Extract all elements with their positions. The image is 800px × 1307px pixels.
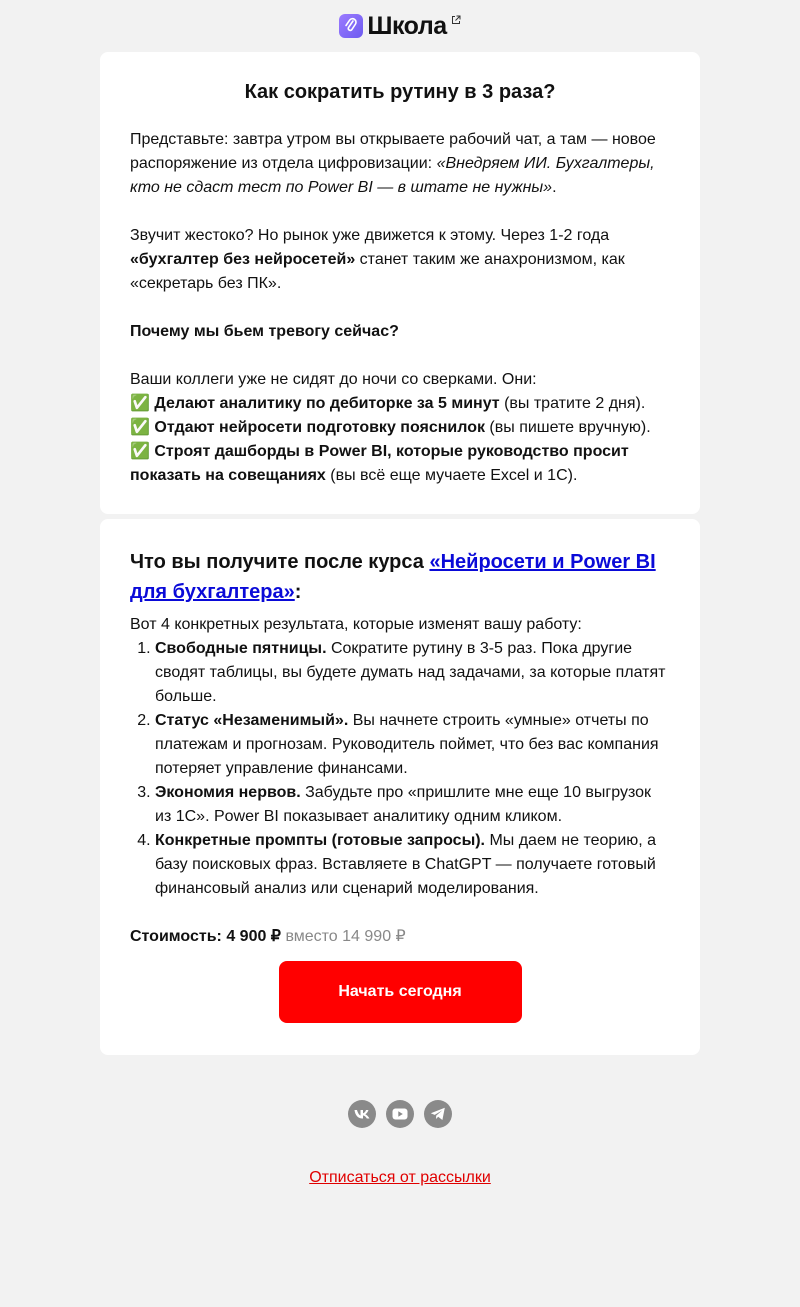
check-bold: Отдают нейросети подготовку пояснилок xyxy=(154,419,485,436)
item-bold: Конкретные промпты (готовые запросы). xyxy=(155,832,485,849)
results-intro: Вот 4 конкретных результата, которые изменят вашу работу: xyxy=(130,616,582,633)
check-bold: Строят дашборды в Power BI, которые руководство просит показать на совещаниях xyxy=(130,443,629,484)
alarm-heading: Почему мы бьем тревогу сейчас? xyxy=(130,323,399,340)
item-text: Вы начнете строить «умные» отчеты по платежам и прогнозам. Руководитель поймет, что без вас компания потеряет управление финансами. xyxy=(155,712,659,777)
market-text: Звучит жестоко? Но рынок уже движется к этому. Через 1-2 года xyxy=(130,227,610,244)
item-text: Мы даем не теорию, а базу поисковых фраз. Вставляете в ChatGPT — получаете готовый финансовый анализ или сценарий моделирования. xyxy=(155,832,657,897)
intro-title: Как сократить рутину в 3 раза? xyxy=(244,81,556,103)
intro-card xyxy=(100,52,700,514)
list-item xyxy=(155,709,670,781)
check-rest: (вы тратите 2 дня). xyxy=(499,395,646,412)
price-label: Стоимость: 4 900 ₽ xyxy=(130,928,281,945)
intro-text: Представьте: завтра утром вы открываете рабочий чат, а там — новое распоряжение из отдела цифровизации: xyxy=(130,131,656,172)
list-item xyxy=(155,829,670,901)
colleagues-intro: Ваши коллеги уже не сидят до ночи со сверками. Они: xyxy=(130,371,537,388)
course-heading-text: Что вы получите после курса xyxy=(130,551,430,573)
market-paragraph xyxy=(130,224,670,296)
check-item xyxy=(130,416,670,440)
intro-quote: «Внедряем ИИ. Бухгалтеры, кто не сдаст тест по Power BI — в штате не нужны» xyxy=(130,155,655,196)
start-today-button[interactable]: Начать сегодня xyxy=(279,961,522,1023)
item-text: Забудьте про «пришлите мне еще 10 выгрузок из 1С». Power BI показывает аналитику одним кликом. xyxy=(155,784,652,825)
intro-end: . xyxy=(552,179,557,196)
paperclip-icon xyxy=(339,14,363,38)
checkmark-icon: ✅ xyxy=(130,443,150,460)
check-item xyxy=(130,440,670,488)
unsubscribe-section xyxy=(0,1169,800,1187)
course-link[interactable]: «Нейросети и Power BI для бухгалтера» xyxy=(130,551,656,603)
course-card xyxy=(100,519,700,1055)
header xyxy=(0,0,800,52)
logo-text: Школа xyxy=(367,11,447,40)
item-bold: Статус «Незаменимый». xyxy=(155,712,349,729)
youtube-icon[interactable] xyxy=(386,1100,414,1128)
old-price: вместо 14 990 ₽ xyxy=(285,928,406,945)
list-item xyxy=(155,637,670,709)
item-text: Сократите рутину в 3-5 раз. Пока другие сводят таблицы, вы будете думать над задачами, за которые платят больше. xyxy=(155,640,666,705)
check-rest: (вы всё еще мучаете Excel и 1С). xyxy=(325,467,578,484)
market-end: станет таким же анахронизмом, как «секретарь без ПК». xyxy=(130,251,625,292)
intro-paragraph xyxy=(130,128,670,200)
vk-icon[interactable] xyxy=(348,1100,376,1128)
checkmark-icon: ✅ xyxy=(130,395,150,412)
course-heading-end: : xyxy=(294,581,302,603)
external-link-icon xyxy=(451,12,461,30)
list-item xyxy=(155,781,670,829)
check-item xyxy=(130,392,670,416)
check-rest: (вы пишете вручную). xyxy=(484,419,651,436)
unsubscribe-link[interactable]: Отписаться от рассылки xyxy=(309,1169,491,1186)
course-heading xyxy=(130,547,670,607)
item-bold: Свободные пятницы. xyxy=(155,640,327,657)
results-list xyxy=(130,637,670,901)
school-logo[interactable] xyxy=(339,11,460,40)
checkmark-icon: ✅ xyxy=(130,419,150,436)
social-links xyxy=(0,1100,800,1128)
telegram-icon[interactable] xyxy=(424,1100,452,1128)
market-bold: «бухгалтер без нейросетей» xyxy=(130,251,356,268)
check-bold: Делают аналитику по дебиторке за 5 минут xyxy=(154,395,500,412)
item-bold: Экономия нервов. xyxy=(155,784,301,801)
price-row xyxy=(130,925,670,949)
